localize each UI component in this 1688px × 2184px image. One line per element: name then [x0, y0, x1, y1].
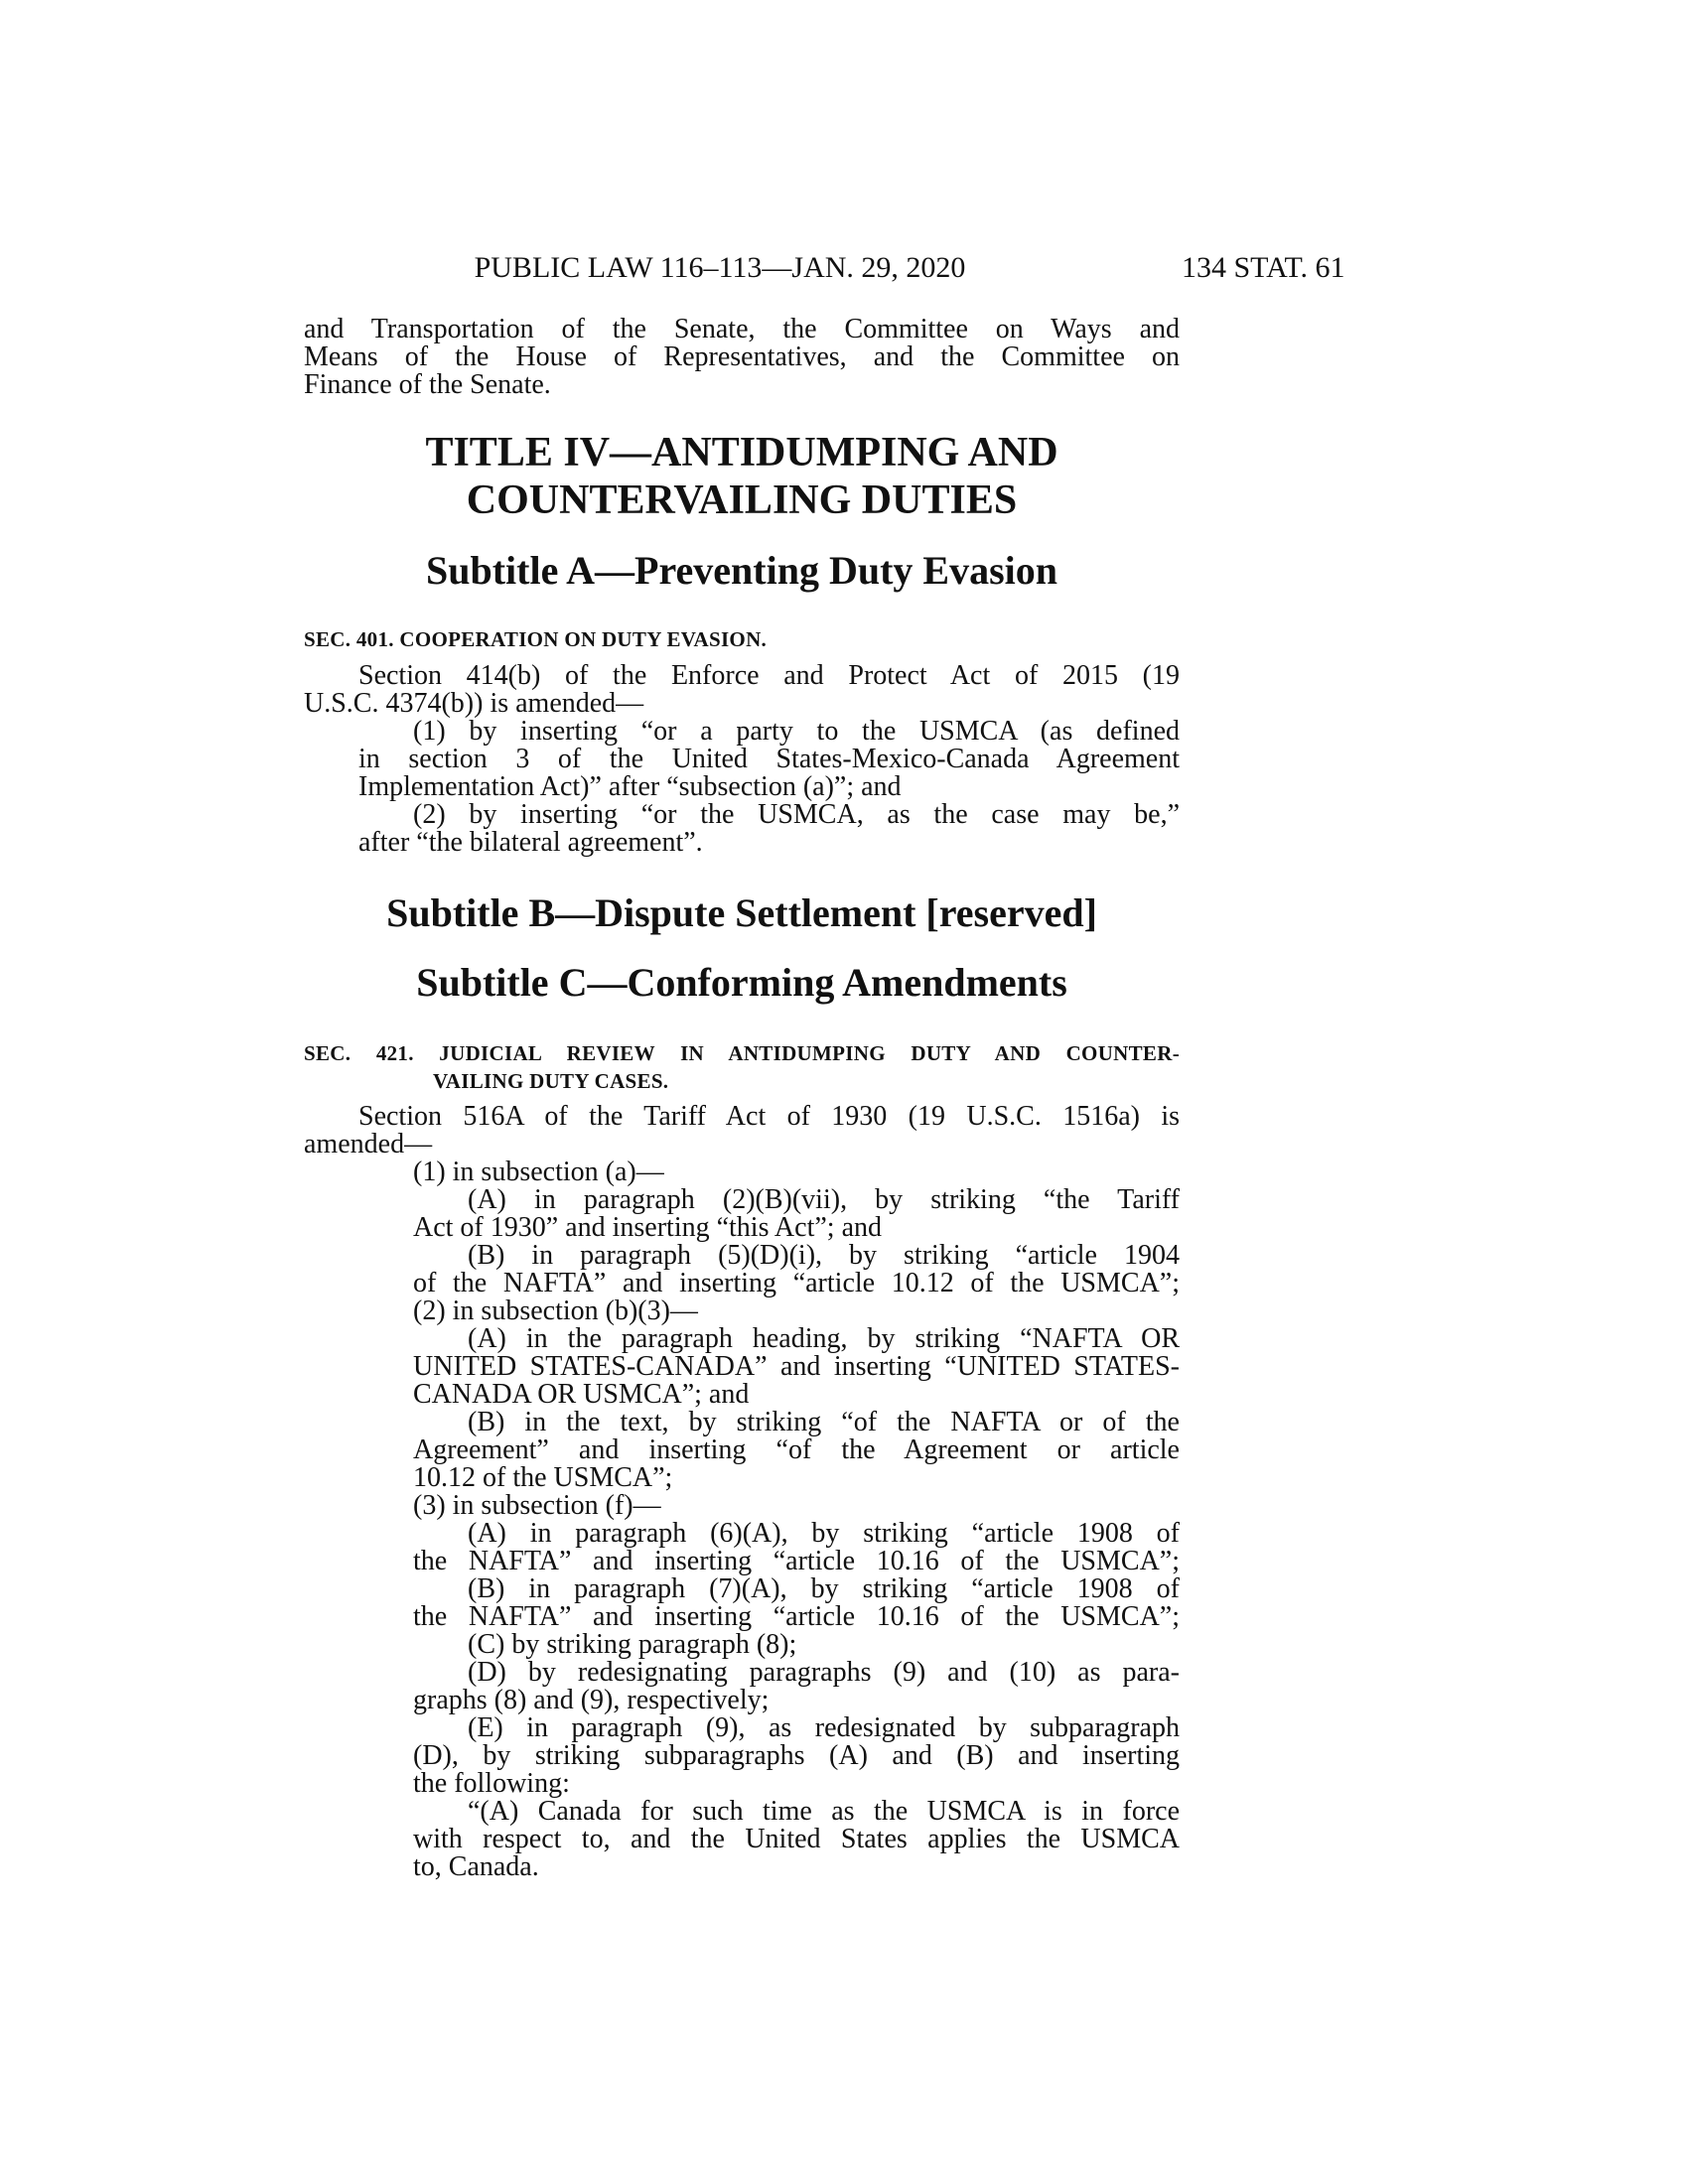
text-line: (A) in paragraph (6)(A), by striking “article 1908 of: [468, 1518, 1180, 1549]
text-line: (D) by redesignating paragraphs (9) and (10) as para-: [468, 1657, 1180, 1688]
section-421-heading: [304, 1039, 1180, 1095]
text-line: Agreement” and inserting “of the Agreement or article: [413, 1434, 1180, 1465]
text-line: U.S.C. 4374(b)) is amended—: [304, 688, 644, 719]
title-line: TITLE IV—ANTIDUMPING AND: [425, 430, 1058, 476]
text-line: to, Canada.: [413, 1851, 539, 1882]
text-line: UNITED STATES-CANADA” and inserting “UNITED STATES-: [413, 1351, 1180, 1382]
text-line: (3) in subsection (f)—: [413, 1490, 661, 1521]
title-heading: [304, 429, 1180, 524]
text-line: (2) by inserting “or the USMCA, as the case may be,”: [413, 799, 1180, 830]
text-line: the NAFTA” and inserting “article 10.16 of the USMCA”;: [413, 1546, 1180, 1576]
text-line: (1) in subsection (a)—: [413, 1157, 664, 1187]
text-line: (B) in paragraph (7)(A), by striking “article 1908 of: [468, 1573, 1180, 1604]
text-line: (A) in paragraph (2)(B)(vii), by striking “the Tariff: [468, 1184, 1180, 1215]
text-line: (B) in paragraph (5)(D)(i), by striking “article 1904: [468, 1240, 1180, 1271]
text-line: (B) in the text, by striking “of the NAFTA or of the: [468, 1407, 1180, 1437]
text-line: and Transportation of the Senate, the Committee on Ways and: [304, 314, 1180, 344]
text-line: Means of the House of Representatives, and the Committee on: [304, 341, 1180, 372]
text-line: of the NAFTA” and inserting “article 10.12 of the USMCA”;: [413, 1268, 1180, 1298]
text-line: the following:: [413, 1768, 570, 1799]
text-line: (A) in the paragraph heading, by striking “NAFTA OR: [468, 1323, 1180, 1354]
text-line: CANADA OR USMCA”; and: [413, 1379, 750, 1410]
text-line: (D), by striking subparagraphs (A) and (B) and inserting: [413, 1740, 1180, 1771]
running-header: [0, 248, 1688, 288]
subtitle-a-heading: Subtitle A—Preventing Duty Evasion: [426, 548, 1057, 593]
header-page-number: 134 STAT. 61: [1182, 251, 1345, 284]
text-line: Implementation Act)” after “subsection (a)”; and: [358, 771, 902, 802]
text-line: (C) by striking paragraph (8);: [468, 1629, 797, 1660]
heading-line: VAILING DUTY CASES.: [433, 1069, 669, 1093]
section-401-body: [304, 662, 1180, 857]
text-line: the NAFTA” and inserting “article 10.16 of the USMCA”;: [413, 1601, 1180, 1632]
text-line: Act of 1930” and inserting “this Act”; and: [413, 1212, 882, 1243]
heading-line: SEC. 421. JUDICIAL REVIEW IN ANTIDUMPING DUTY AND COUNTER-: [304, 1041, 1180, 1065]
text-line: Finance of the Senate.: [304, 369, 551, 400]
text-line: (1) by inserting “or a party to the USMCA (as defined: [413, 716, 1180, 747]
text-line: “(A) Canada for such time as the USMCA is in force: [468, 1796, 1180, 1827]
text-line: graphs (8) and (9), respectively;: [413, 1685, 770, 1715]
section-401-heading: SEC. 401. COOPERATION ON DUTY EVASION.: [304, 627, 768, 651]
text-line: in section 3 of the United States-Mexico-Canada Agreement: [358, 744, 1180, 774]
subtitle-b-heading: Subtitle B—Dispute Settlement [reserved]: [386, 890, 1097, 935]
text-line: amended—: [304, 1129, 433, 1160]
intro-paragraph: [304, 316, 1180, 399]
text-line: (2) in subsection (b)(3)—: [413, 1296, 698, 1326]
section-421-body: [304, 1103, 1180, 1881]
text-line: after “the bilateral agreement”.: [358, 827, 703, 858]
text-line: Section 414(b) of the Enforce and Protect Act of 2015 (19: [358, 660, 1180, 691]
text-line: Section 516A of the Tariff Act of 1930 (19 U.S.C. 1516a) is: [358, 1101, 1180, 1132]
text-line: (E) in paragraph (9), as redesignated by subparagraph: [468, 1712, 1180, 1743]
subtitle-c-heading: Subtitle C—Conforming Amendments: [416, 960, 1067, 1005]
text-line: with respect to, and the United States applies the USMCA: [413, 1824, 1180, 1854]
title-line: COUNTERVAILING DUTIES: [466, 478, 1018, 523]
text-line: 10.12 of the USMCA”;: [413, 1462, 673, 1493]
header-law-citation: PUBLIC LAW 116–113—JAN. 29, 2020: [474, 251, 966, 284]
